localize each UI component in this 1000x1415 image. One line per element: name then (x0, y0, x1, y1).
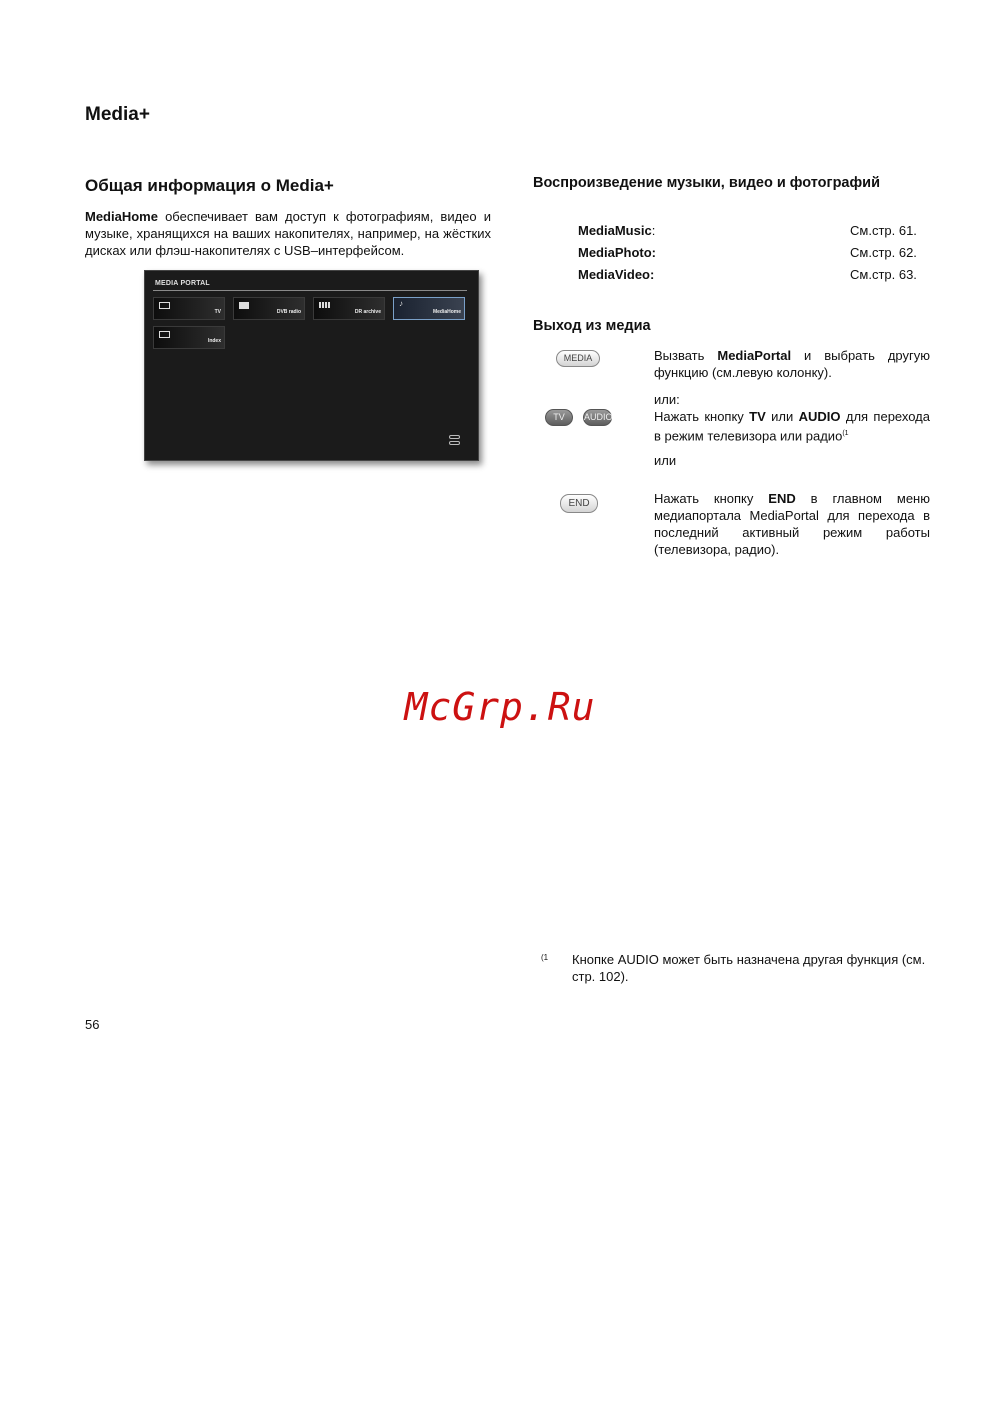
ref-page: См.стр. 62. (850, 245, 917, 260)
tv-button[interactable]: TV (545, 409, 573, 426)
step-text: Вызвать (654, 348, 718, 363)
ref-name: MediaVideo: (578, 267, 655, 282)
music-note-icon (399, 302, 411, 309)
tile-label: TV (214, 309, 221, 315)
portal-nav-icon (449, 441, 460, 445)
radio-icon (239, 302, 249, 309)
portal-nav-icon (449, 435, 460, 439)
index-icon (159, 331, 170, 338)
step-text: или (765, 409, 799, 424)
right-heading-exit: Выход из медиа (533, 318, 651, 334)
step-mediaportal (654, 347, 930, 381)
step-bold: AUDIO (798, 409, 841, 424)
footnote-text: Кнопке AUDIO может быть назначена другая функция (см. стр. 102). (572, 952, 926, 984)
step-text: в главном меню медиапортала MediaPortal для перехода в последний активный режим работы (телевизора, радио). (654, 491, 930, 557)
ref-mediamusic (578, 223, 655, 238)
media-button[interactable]: MEDIA (556, 350, 600, 367)
page-number: 56 (85, 1017, 100, 1032)
section-title: Media+ (85, 104, 150, 125)
step-tv-audio (654, 408, 930, 444)
tile-label: DR archive (354, 309, 381, 315)
step-bold: MediaPortal (717, 348, 792, 363)
portal-tile-index[interactable] (153, 326, 225, 349)
right-heading-playback: Воспроизведение музыки, видео и фотографий (533, 175, 881, 191)
ref-colon: : (651, 223, 656, 238)
step-bold: END (768, 491, 796, 506)
portal-tile-mediahome[interactable] (393, 297, 465, 320)
footnote-mark: (1 (541, 953, 549, 962)
portal-divider (153, 290, 467, 291)
end-button[interactable]: END (560, 494, 598, 513)
step-text: и выбрать другую функцию (см.левую колонку). (654, 348, 930, 380)
tile-label: DVB radio (276, 309, 301, 315)
intro-bold: MediaHome (85, 209, 158, 224)
ref-page: См.стр. 61. (850, 223, 917, 238)
footnote-ref: (1 (842, 430, 849, 437)
tile-label: MediaHome (432, 309, 461, 315)
left-heading: Общая информация о Media+ (85, 176, 334, 195)
or-label: или: (654, 392, 680, 407)
tile-label: Index (207, 338, 221, 344)
portal-tile-tv[interactable] (153, 297, 225, 320)
portal-title: MEDIA PORTAL (155, 280, 210, 287)
ref-name: MediaPhoto: (578, 245, 656, 260)
ref-mediaphoto (578, 245, 656, 260)
or-label: или (654, 453, 677, 468)
intro-text: обеспечивает вам доступ к фотографиям, видео и музыке, хранящихся на ваших накопителях, например, на жёстких дисках или флэш-накопителях с USB–интерфейсом. (85, 209, 491, 258)
ref-mediavideo (578, 267, 654, 282)
step-text: Нажать кнопку (654, 409, 750, 424)
step-end (654, 490, 930, 558)
intro-paragraph (85, 208, 491, 259)
clapper-icon (319, 302, 330, 308)
tv-icon (159, 302, 170, 309)
media-portal-screenshot (144, 270, 479, 461)
watermark: McGrp.Ru (404, 685, 596, 729)
ref-page: См.стр. 63. (850, 267, 917, 282)
portal-tile-dr-archive[interactable] (313, 297, 385, 320)
step-bold: TV (749, 409, 766, 424)
audio-button[interactable]: AUDIO (583, 409, 612, 426)
step-text: для перехода в режим телевизора или радио (654, 409, 930, 444)
step-text: Нажать кнопку (654, 491, 769, 506)
portal-tile-dvb-radio[interactable] (233, 297, 305, 320)
ref-name: MediaMusic (578, 223, 652, 238)
